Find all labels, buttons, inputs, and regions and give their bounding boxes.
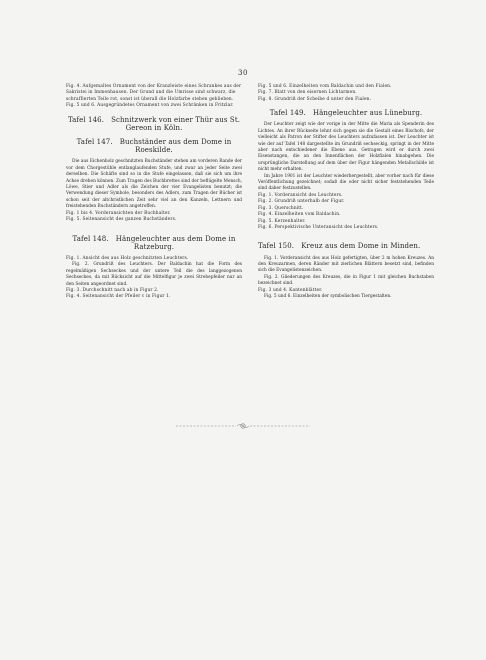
- decorative-divider: [176, 422, 310, 430]
- plate-heading: [258, 109, 434, 117]
- plate-heading: [258, 242, 434, 250]
- body-paragraph: Der Leuchter zeigt wie der vorige in der Mitte die Maria als Spenderin des Lichtes. An ihrer Rückseite lehnt sich gegen sie die Gestalt eines Bischofs, der vielleicht als Patron der Stifter des Leuchters aufzufassen ist. Der Leuchter ist wie der auf Tafel 148 dargestellte im Grundriß sechseckig, springt in der Mitte aber nach entschiedener die Ebene aus. Getragen wird er durch zwei Eisenstangen, die an den Innenflächen der Holzfialen hinabgehen. Die ursprüngliche Darstellung auf dem über der Figur hängenden Metallschilde ist nicht mehr erhalten.: [258, 122, 434, 173]
- figure-caption: Fig. 7. Blatt von den eisernen Lichtarmen.: [258, 90, 357, 96]
- plate-title: Kreuz aus dem Dome in Minden.: [301, 242, 421, 251]
- left-column: [66, 84, 242, 301]
- figure-caption: Fig. 1. Ansicht des aus Holz geschnitzten Leuchters.: [66, 255, 189, 261]
- section-gap: [258, 231, 434, 236]
- plate-number: Tafel 147.: [76, 138, 113, 147]
- page-number: 30: [238, 69, 248, 77]
- figure-caption: Fig. 3 und 4. Kantenblätter.: [258, 287, 323, 293]
- plate-number: Tafel 148.: [72, 234, 109, 243]
- figure-caption: Fig. 6. Perspektivische Unteransicht des Leuchters.: [258, 224, 379, 230]
- section-gap: [66, 224, 242, 229]
- plate-number: Tafel 149.: [269, 109, 306, 118]
- plate-heading: [66, 116, 242, 132]
- plate-title: Hängeleuchter aus dem Dome in Ratzeburg.: [115, 234, 236, 251]
- body-paragraph: Die aus Eichenholz geschnitzten Buchständer stehen am vorderen Rande der vor dem Chorgestühle entlanglaufenden Stufe, und zwar an jeder Seite zwei derselben. Die Schäfte sind so in die Stufe eingelassen, daß sie sich um ihre Achse drehen können. Zum Tragen des Buchbrettes sind der beflügelte Mensch, Löwe, Stier und Adler als die Zeichen der vier Evangelisten benutzt; die Verwendung dieser Symbole, besonders des Adlers, zum Tragen der Bücher ist schon seit der altchristlichen Zeit sehr viel an den Kanzeln, Lettnern und freistehenden Buchständern angetroffen.: [66, 159, 242, 210]
- figure-caption: Fig. 5 und 6. Einzelheiten vom Baldachin und den Fialen.: [258, 84, 392, 89]
- figure-caption: Fig. 3. Durchschnitt nach ab in Figur 2.: [66, 287, 159, 293]
- figure-caption: Fig. 4. Seitenansicht der Pfeiler c in Figur 1.: [66, 294, 171, 300]
- plate-number: Tafel 146.: [67, 115, 105, 124]
- plate-title: Buchständer aus dem Dome in Roeskilde.: [119, 138, 232, 155]
- figure-caption: Fig. 4. Einzelheiten vom Baldachin.: [258, 212, 341, 218]
- body-paragraph: Im Jahre 1901 ist der Leuchter wiederhergestellt, aber vorher nach für diese Veröffentlichung gezeichnet; sodaß die oder nicht sicher feststehenden Teile sind daher festzustellen.: [258, 173, 434, 192]
- body-paragraph: Fig. 5 und 6. Einzelheiten der symbolischen Tiergestalten.: [264, 293, 392, 299]
- plate-title: Schnitzwerk von einer Thür aus St. Gereon in Köln.: [111, 115, 241, 132]
- plate-heading: [66, 235, 242, 251]
- plate-title: Hängeleuchter aus Lüneburg.: [312, 109, 423, 118]
- body-paragraph: Fig. 1. Vorderansicht des aus Holz gefertigten, über 2 m hohen Kreuzes. An den Kreuzarmen, deren Ränder mit zierlichen Blättern besetzt sind, befinden sich die Evangelistenzeichen.: [258, 255, 434, 274]
- figure-caption: Fig. 8. Grundriß der Scheibe d unter den Fialen.: [258, 96, 372, 102]
- body-paragraph: Fig. 2. Gliederungen des Kreuzes, die in Figur 1 mit gleichen Buchstaben bezeichnet sind.: [258, 274, 434, 287]
- figure-caption: Fig. 4. Aufgemaltes Ornament von der Kranzleiste eines Schrankes aus der Sakristei in Immenhausen. Der Grund und die Umrisse sind schwarz, die schraffierten Teile rot, sonst ist überall die Holzfarbe stehen geblieben.: [66, 84, 242, 102]
- body-paragraph: Fig. 2. Grundriß des Leuchters. Der Baldachin hat die Form des regelmäßigen Sechseckes und der untere Teil die des langgezogenen Sechseckes, da mit Rücksicht auf die Mittelfigur je zwei Strebepfeiler nur an den Seiten angeordnet sind.: [66, 262, 242, 287]
- plate-heading: [66, 138, 242, 154]
- figure-caption: Fig. 5. Kerzenhalter.: [258, 218, 306, 224]
- figure-caption: Fig. 1. Vorderansicht des Leuchters.: [258, 192, 343, 198]
- figure-caption: Fig. 5 und 6. Ausgegründetes Ornament von zwei Schränken in Fritzlar.: [66, 103, 234, 109]
- figure-caption: Fig. 5. Seitenansicht des ganzen Buchständers.: [66, 217, 177, 223]
- figure-caption: Fig. 1 bis 4. Vorderansichten der Buchhalter.: [66, 210, 171, 216]
- plate-number: Tafel 150.: [258, 242, 295, 251]
- right-column: [258, 84, 434, 300]
- figure-caption: Fig. 3. Querschnitt.: [258, 205, 304, 211]
- figure-caption: Fig. 2. Grundriß unterhalb der Figur.: [258, 199, 345, 205]
